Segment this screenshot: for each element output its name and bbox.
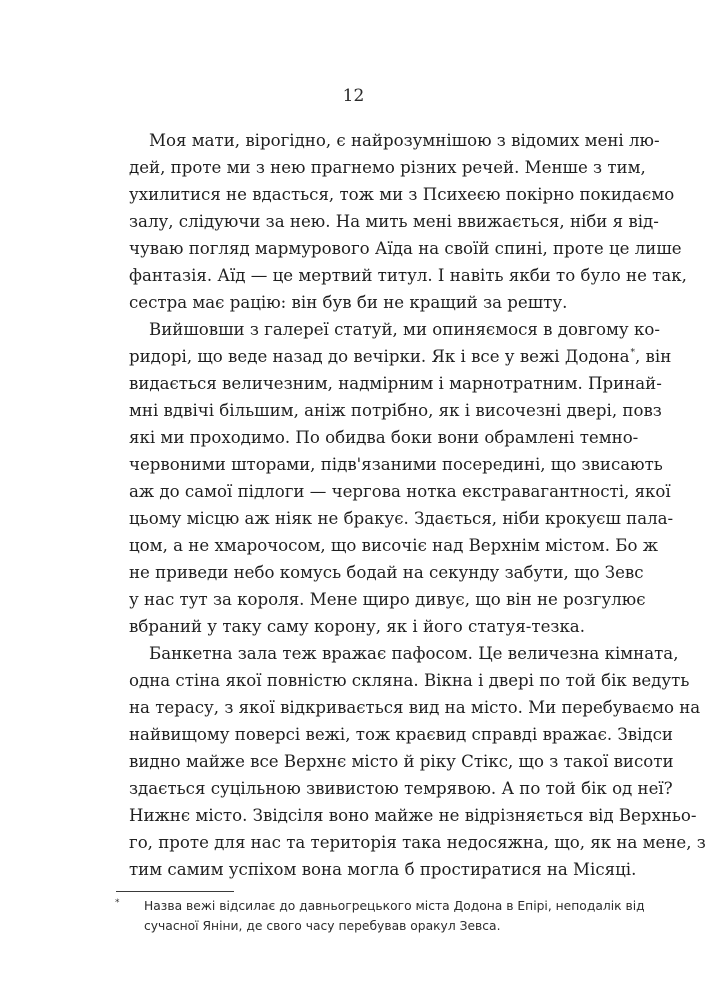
- text-line: одна стіна якої повністю скляна. Вікна і двері по той бік ведуть: [129, 671, 690, 690]
- line-text: ридорі, що веде назад до вечірки. Як і все у вежі Додона: [129, 347, 630, 366]
- text-line: го, проте для нас та територія така недосяжна, що, як на мене, з: [129, 833, 706, 852]
- text-line: на терасу, з якої відкривається вид на місто. Ми перебуваємо на: [129, 698, 701, 717]
- text-line: Моя мати, вірогідно, є найрозумнішою з відомих мені лю-: [149, 131, 660, 150]
- text-line: [129, 347, 672, 370]
- text-line: ухилитися не вдасться, тож ми з Психеєю покірно покидаємо: [129, 185, 675, 204]
- footnote-line: Назва вежі відсилає до давньогрецького міста Додона в Епірі, неподалік від: [144, 899, 645, 913]
- text-line: чуваю погляд мармурового Аїда на своїй спині, проте це лише: [129, 239, 682, 258]
- text-line: дей, проте ми з нею прагнемо різних речей. Менше з тим,: [129, 158, 646, 177]
- text-line: червоними шторами, підв'язаними посередині, що звисають: [129, 455, 663, 474]
- text-line: видно майже все Верхнє місто й ріку Стікс, що з такої висоти: [129, 752, 674, 771]
- footnote-marker: *: [115, 898, 120, 908]
- page-number: 12: [342, 86, 365, 106]
- line-text: , він: [635, 347, 672, 366]
- text-line: найвищому поверсі вежі, тож краєвид справді вражає. Звідси: [129, 725, 673, 744]
- text-line: вбраний у таку саму корону, як і його статуя-тезка.: [129, 617, 585, 636]
- text-line: у нас тут за короля. Мене щиро дивує, що він не розгулює: [129, 590, 646, 609]
- text-line: сестра має рацію: він був би не кращий за решту.: [129, 293, 568, 312]
- text-line: Вийшовши з галереї статуй, ми опиняємося в довгому ко-: [149, 320, 660, 339]
- text-line: Банкетна зала теж вражає пафосом. Це величезна кімната,: [149, 644, 679, 663]
- text-line: цом, а не хмарочосом, що височіє над Верхнім містом. Бо ж: [129, 536, 658, 555]
- footnote-divider: [116, 891, 234, 892]
- text-line: мні вдвічі більшим, аніж потрібно, як і височезні двері, повз: [129, 401, 662, 420]
- text-line: цьому місцю аж ніяк не бракує. Здається, ніби крокуєш пала-: [129, 509, 674, 528]
- text-line: Нижнє місто. Звідсіля воно майже не відрізняється від Верхньо-: [129, 806, 697, 825]
- text-line: фантазія. Аїд — це мертвий титул. І навіть якби то було не так,: [129, 266, 687, 285]
- text-line: аж до самої підлоги — чергова нотка екстравагантності, якої: [129, 482, 671, 501]
- text-line: тим самим успіхом вона могла б простиратися на Місяці.: [129, 860, 637, 879]
- text-line: видається величезним, надмірним і марнотратним. Принай-: [129, 374, 662, 393]
- text-line: які ми проходимо. По обидва боки вони обрамлені темно-: [129, 428, 639, 447]
- text-line: здається суцільною звивистою темрявою. А по той бік од неї?: [129, 779, 673, 798]
- footnote-reference: *: [630, 348, 635, 358]
- text-line: не приведи небо комусь бодай на секунду забути, що Зевс: [129, 563, 644, 582]
- footnote-line: сучасної Яніни, де свого часу перебував оракул Зевса.: [144, 919, 501, 933]
- text-line: залу, слідуючи за нею. На мить мені ввижається, ніби я від-: [129, 212, 659, 231]
